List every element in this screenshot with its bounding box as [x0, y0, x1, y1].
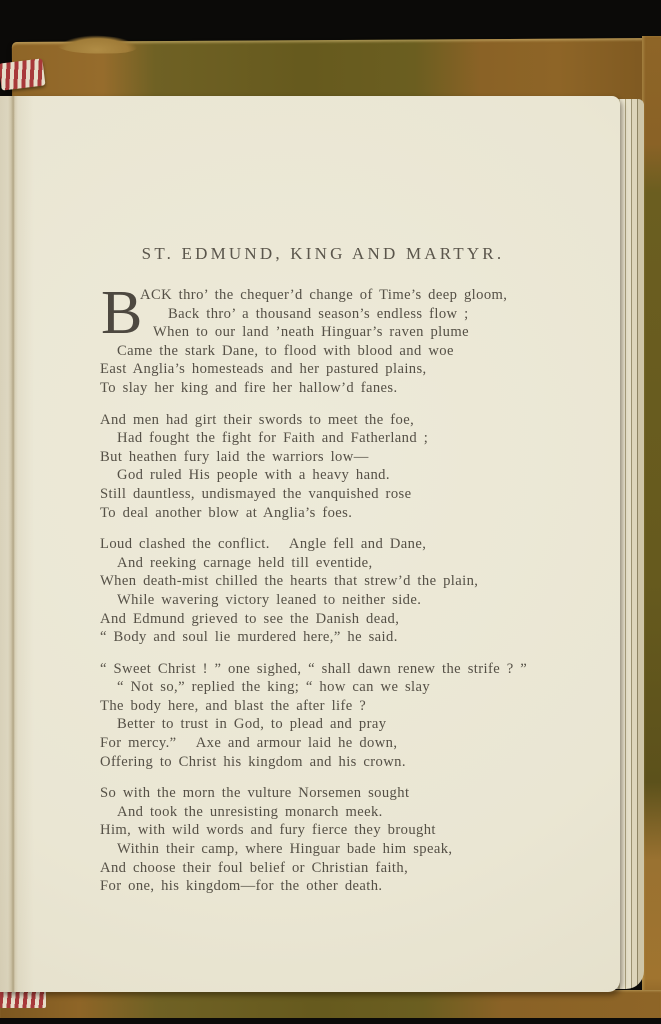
poem-line: “ Sweet Christ ! ” one sighed, “ shall dawn renew the strife ? ” — [100, 660, 528, 677]
stanza — [100, 279, 546, 398]
gutter-crease — [8, 96, 18, 992]
poem-line: “ Body and soul lie murdered here,” he said. — [100, 629, 398, 646]
poem-title: ST. EDMUND, KING AND MARTYR. — [141, 244, 505, 263]
poem-line: God ruled His people with a heavy hand. — [117, 467, 390, 484]
book-page — [0, 96, 620, 992]
poem-line: So with the morn the vulture Norsemen sought — [100, 785, 410, 802]
poem-line: For mercy.” Axe and armour laid he down, — [100, 735, 398, 752]
poem-line: Better to trust in God, to plead and pray — [117, 716, 387, 733]
printed-content — [100, 244, 546, 909]
stanza — [100, 784, 546, 896]
poem-line: Back thro’ a thousand season’s endless flow ; — [168, 305, 469, 322]
poem-line: Within their camp, where Hinguar bade him speak, — [117, 841, 453, 858]
stanza — [100, 411, 546, 523]
poem-line: But heathen fury laid the warriors low— — [100, 448, 369, 465]
book-cover-bottom-edge — [0, 990, 661, 1018]
poem-line: The body here, and blast the after life ? — [100, 697, 367, 714]
poem-line: When death-mist chilled the hearts that strew’d the plain, — [100, 573, 479, 590]
stanza — [100, 660, 546, 772]
poem-line: And Edmund grieved to see the Danish dead, — [100, 610, 400, 627]
poem-line: “ Not so,” replied the king; “ how can we slay — [117, 679, 431, 696]
poem-line: And took the unresisting monarch meek. — [117, 803, 383, 820]
poem-line: And men had girt their swords to meet the foe, — [100, 411, 415, 428]
poem-line: Came the stark Dane, to flood with blood and woe — [117, 342, 454, 359]
poem-line: And choose their foul belief or Christian faith, — [100, 859, 409, 876]
poem-line: Him, with wild words and fury fierce they brought — [100, 822, 436, 839]
drop-cap: B — [101, 279, 143, 347]
poem-line: While wavering victory leaned to neither side. — [117, 591, 422, 608]
poem-body — [100, 279, 546, 896]
poem-line: Offering to Christ his kingdom and his crown. — [100, 753, 406, 770]
book-cover-right-edge — [642, 36, 661, 1018]
poem-line: Loud clashed the conflict. Angle fell and Dane, — [100, 536, 427, 553]
poem-line: East Anglia’s homesteads and her pastured plains, — [100, 361, 427, 378]
poem-line: For one, his kingdom—for the other death. — [100, 878, 383, 895]
endband-top — [0, 58, 45, 90]
poem-line: Still dauntless, undismayed the vanquished rose — [100, 485, 412, 502]
poem-line: ACK thro’ the chequer’d change of Time’s deep gloom, — [140, 287, 508, 303]
poem-line: When to our land ’neath Hinguar’s raven plume — [153, 324, 469, 341]
poem-line: And reeking carnage held till eventide, — [117, 554, 373, 571]
stanza — [100, 535, 546, 647]
book-cover-top-edge — [12, 38, 661, 104]
poem-line: To slay her king and fire her hallow’d fanes. — [100, 379, 398, 396]
poem-line: Had fought the fight for Faith and Fatherland ; — [117, 430, 429, 447]
poem-line: To deal another blow at Anglia’s foes. — [100, 504, 353, 521]
